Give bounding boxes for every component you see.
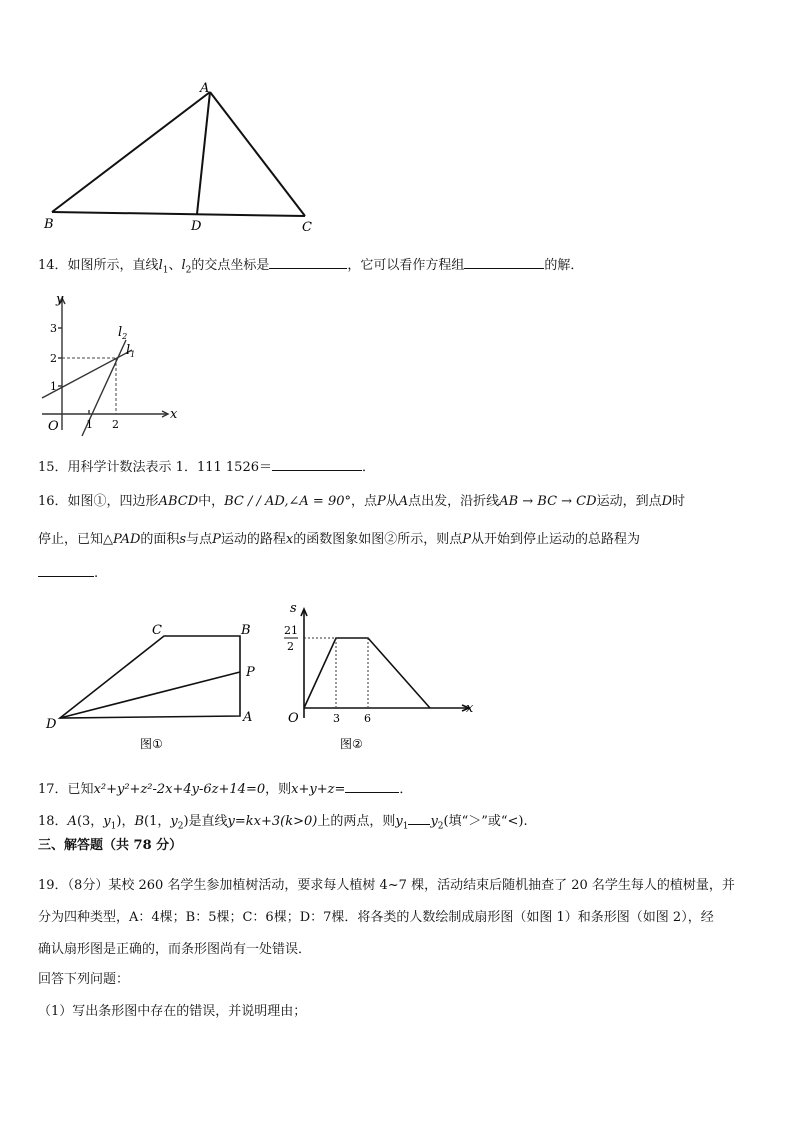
quadrilateral-abcd <box>60 636 240 718</box>
fig2-numerator: 21 <box>284 624 298 637</box>
y-axis-label: y <box>56 292 64 307</box>
fig2-origin: O <box>288 711 299 726</box>
q17-end: ． <box>399 782 413 797</box>
l1-label: $l_1$ <box>126 343 136 359</box>
triangle-segment-ad <box>197 92 210 214</box>
q14-text-a: 如图所示，直线 <box>67 258 159 273</box>
vertex-label-a: A <box>200 81 210 96</box>
q16-t8: 停止，已知 <box>38 532 104 547</box>
vertex-label-d: D <box>191 219 202 234</box>
q16-t10: 与点 <box>186 532 213 547</box>
question-16-line-2 <box>38 530 640 550</box>
q14-l2: l <box>181 258 186 273</box>
question-15 <box>38 456 375 478</box>
q16-p: P <box>377 494 386 509</box>
answer-blank-system[interactable] <box>464 254 544 269</box>
question-number: 17． <box>38 782 68 797</box>
q14-l2-sub: 2 <box>185 265 192 276</box>
answer-blank-q15[interactable] <box>272 456 362 471</box>
q16-x: x <box>285 532 294 547</box>
fig1-label-a: A <box>243 710 253 725</box>
question-19-line-3: 确认扇形图是正确的，而条形图尚有一处错误． <box>38 942 312 957</box>
q16-cond: BC / / AD,∠A = 90° <box>224 494 351 509</box>
q17-t1: 已知 <box>67 782 94 797</box>
q18-y2: y <box>170 814 178 829</box>
answer-blank-q18[interactable] <box>408 810 430 825</box>
fig1-label-c: C <box>152 623 162 638</box>
q16-t7: 时 <box>672 494 686 509</box>
q16-figure-1 <box>40 620 270 760</box>
fig2-x-label: x <box>466 701 474 716</box>
q15-text: 用科学计数法表示 1．111 1526＝ <box>67 460 272 475</box>
q14-text-d: 的解． <box>544 258 584 273</box>
q18-t5: 上的两点，则 <box>317 814 396 829</box>
segment-dp <box>60 672 240 718</box>
triangle-side-bc <box>52 212 305 216</box>
q14-l1-sub: 1 <box>162 265 169 276</box>
q14-text-b: 的交点坐标是 <box>191 258 270 273</box>
q18-a: A <box>67 814 77 829</box>
q16-t6: 运动，到点 <box>596 494 662 509</box>
q18-t6: (填“＞”或“<). <box>443 814 528 829</box>
q18-y2-sub: 2 <box>177 821 184 832</box>
question-16-line-3 <box>38 562 98 584</box>
q16-end: . <box>94 566 99 581</box>
q18-eq: y=kx+3(k>0) <box>227 814 318 829</box>
x-axis-label: x <box>170 407 178 422</box>
q16-tri: △PAD <box>103 532 141 547</box>
question-18 <box>38 810 528 837</box>
tick-y-2: 2 <box>50 352 57 365</box>
q14-l1: l <box>158 258 163 273</box>
question-number: 14． <box>38 258 68 273</box>
tick-x-2: 2 <box>112 418 119 431</box>
fig1-label-p: P <box>246 665 255 680</box>
q17-sum: x+y+z= <box>291 782 346 797</box>
q18-t1: (3， <box>76 814 104 829</box>
q16-t4: 从 <box>385 494 399 509</box>
fig2-tick-6: 6 <box>364 712 371 725</box>
q16-figure-2 <box>280 600 480 760</box>
fig1-label-d: D <box>46 717 57 732</box>
q18-t3: (1， <box>144 814 171 829</box>
q18-b: B <box>134 814 145 829</box>
q16-path: AB → BC → CD <box>499 494 597 509</box>
q18-y1: y <box>103 814 111 829</box>
q16-t5: 点出发，沿折线 <box>408 494 500 509</box>
fig2-denominator: 2 <box>287 640 294 653</box>
answer-blank-q16[interactable] <box>38 562 94 577</box>
triangle-figure <box>40 80 330 240</box>
fig1-label-b: B <box>241 623 251 638</box>
triangle-side-ab <box>52 92 210 212</box>
q16-t1: 如图①，四边形 <box>67 494 159 509</box>
q18-cmp-y2: y <box>430 814 438 829</box>
q16-p2: P <box>212 532 221 547</box>
q16-t11: 运动的路程 <box>220 532 286 547</box>
q18-cmp-y1-sub: 1 <box>402 821 409 832</box>
q14-graph <box>38 290 188 440</box>
q17-expr: x²+y²+z²-2x+4y-6z+14=0 <box>93 782 266 797</box>
q16-s: s <box>179 532 187 547</box>
vertex-label-b: B <box>44 217 54 232</box>
q16-t9: 的面积 <box>140 532 180 547</box>
vertex-label-c: C <box>302 220 312 235</box>
fig2-caption: 图② <box>340 737 363 751</box>
q16-t3: ，点 <box>351 494 378 509</box>
fig2-function-graph <box>304 638 430 708</box>
q16-t2: 中， <box>198 494 225 509</box>
tick-x-1: 1 <box>86 418 93 431</box>
answer-blank-q17[interactable] <box>345 778 399 793</box>
tick-y-3: 3 <box>50 322 57 335</box>
question-14 <box>38 254 583 281</box>
fig2-tick-3: 3 <box>333 712 340 725</box>
q16-t12: 的函数图象如图②所示，则点 <box>293 532 463 547</box>
question-19-line-5: （1）写出条形图中存在的错误，并说明理由； <box>38 1004 307 1019</box>
tick-y-1: 1 <box>50 380 57 393</box>
question-number: 16． <box>38 494 68 509</box>
q16-abcd: ABCD <box>158 494 199 509</box>
answer-blank-intersection[interactable] <box>269 254 347 269</box>
question-17 <box>38 778 412 800</box>
q14-sep: 、 <box>168 258 182 273</box>
question-number: 15． <box>38 460 68 475</box>
q15-end: ． <box>361 460 375 475</box>
question-19-line-4: 回答下列问题： <box>38 972 130 987</box>
q16-p3: P <box>462 532 471 547</box>
q18-cmp-y1: y <box>395 814 403 829</box>
q16-t13: 从开始到停止运动的总路程为 <box>470 532 640 547</box>
question-19-line-2: 分为四种类型，A：4棵；B：5棵；C：6棵；D：7棵．将各类的人数绘制成扇形图（如图 1）和条形图（如图 2），经 <box>38 910 714 925</box>
q17-t2: ，则 <box>265 782 292 797</box>
question-19-line-1: 19．（8分）某校 260 名学生参加植树活动，要求每人植树 4~7 棵，活动结束后随机抽查了 20 名学生每人的植树量，并 <box>38 878 735 893</box>
q18-y1-sub: 1 <box>110 821 117 832</box>
q14-text-c: ，它可以看作方程组 <box>347 258 465 273</box>
q18-t2: )， <box>116 814 135 829</box>
fig2-s-label: s <box>290 601 297 616</box>
origin-label: O <box>48 419 59 434</box>
section-3-title: 三、解答题（共 78 分） <box>38 838 183 853</box>
q16-d: D <box>661 494 673 509</box>
q16-a: A <box>398 494 409 509</box>
q18-cmp-y2-sub: 2 <box>437 821 444 832</box>
fig1-caption: 图① <box>140 737 163 751</box>
l2-label: $l_2$ <box>118 325 128 341</box>
triangle-side-ac <box>210 92 305 216</box>
question-number: 18． <box>38 814 68 829</box>
question-16-line-1 <box>38 492 685 512</box>
q18-t4: )是直线 <box>183 814 228 829</box>
